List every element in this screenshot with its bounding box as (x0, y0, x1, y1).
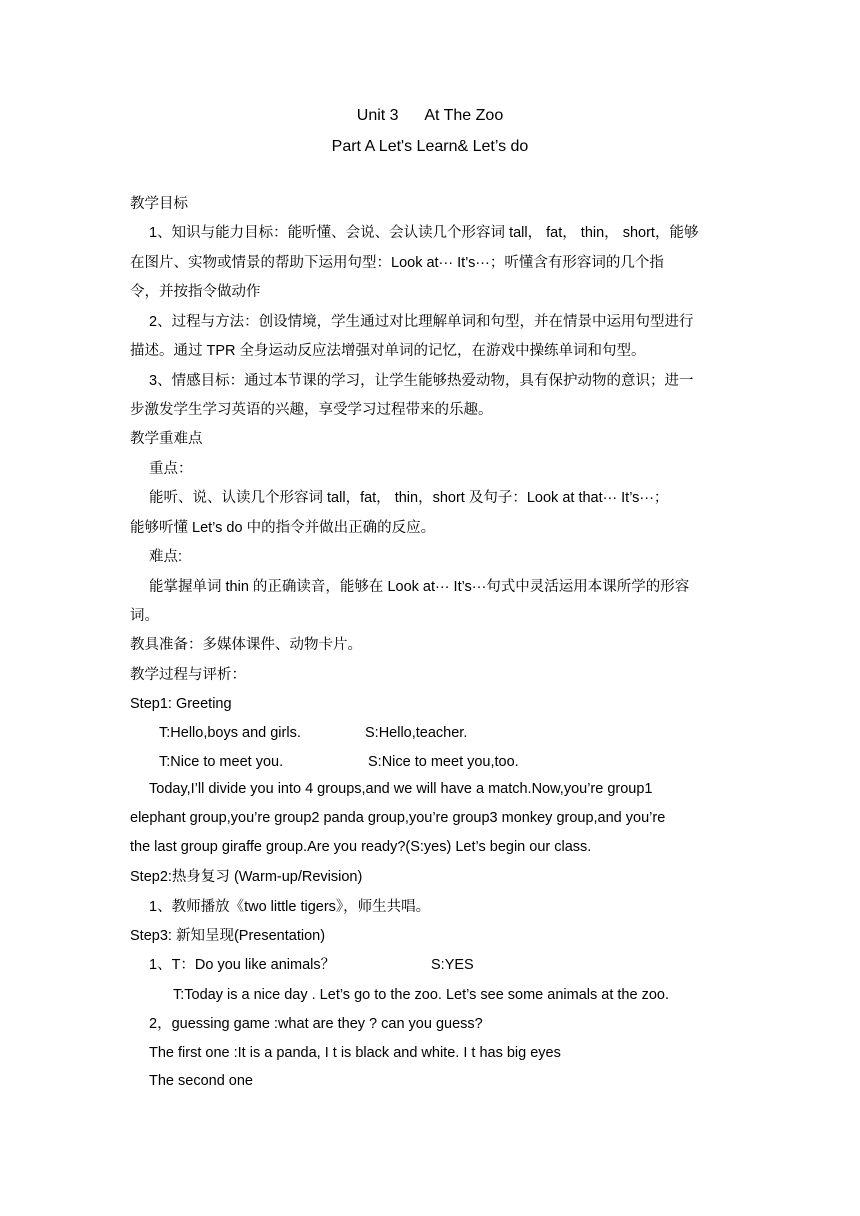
objective-1-line-2: 在图片、实物或情景的帮助下运用句型：Look at··· It’s···；听懂含有形容词的几个指 (130, 255, 664, 271)
step1-teacher-line-2: T:Nice to meet you. (159, 754, 284, 770)
step1-paragraph-line-3: the last group giraffe group.Are you ready?(S:yes) Let’s begin our class. (130, 839, 592, 855)
difficulty-line-2: 词。 (130, 608, 159, 624)
keypoint-line-2: 能够听懂 Let’s do 中的指令并做出正确的反应。 (130, 520, 436, 536)
step2-heading: Step2:热身复习 (Warm-up/Revision) (130, 869, 363, 885)
section-heading-objectives: 教学目标 (130, 196, 188, 212)
step3-heading: Step3: 新知呈现(Presentation) (130, 928, 326, 944)
doc-title-part: Part A Let's Learn& Let’s do (331, 138, 529, 155)
materials-line: 教具准备：多媒体课件、动物卡片。 (130, 637, 362, 653)
step1-student-line-2: S:Nice to meet you,too. (368, 754, 519, 770)
section-heading-process: 教学过程与评析： (130, 667, 246, 683)
step3-item-1-teacher: 1、T：Do you like animals？ (149, 957, 336, 973)
step1-paragraph-line-1: Today,I’ll divide you into 4 groups,and we will have a match.Now,you’re group1 (149, 781, 653, 797)
doc-title-unit: Unit 3 At The Zoo (356, 107, 504, 124)
objective-3-line-2: 步激发学生学习英语的兴趣，享受学习过程带来的乐趣。 (130, 402, 493, 418)
objective-3-line-1: 3、情感目标：通过本节课的学习，让学生能够热爱动物，具有保护动物的意识；进一 (149, 373, 694, 389)
step1-heading: Step1: Greeting (130, 696, 232, 712)
step1-student-line-1: S:Hello,teacher. (365, 725, 468, 741)
step3-first-one: The first one :It is a panda, I t is black and white. I t has big eyes (149, 1045, 561, 1061)
difficulty-label: 难点: (149, 549, 183, 565)
objective-2-line-1: 2、过程与方法：创设情境，学生通过对比理解单词和句型，并在情景中运用句型进行 (149, 314, 694, 330)
difficulty-line-1: 能掌握单词 thin 的正确读音，能够在 Look at··· It’s···句式中灵活运用本课所学的形容 (149, 579, 690, 595)
objective-2-line-2: 描述。通过 TPR 全身运动反应法增强对单词的记忆，在游戏中操练单词和句型。 (130, 343, 646, 359)
step3-item-1-student: S:YES (431, 957, 474, 973)
step3-second-one: The second one (149, 1073, 253, 1089)
section-heading-keypoints: 教学重难点 (130, 431, 203, 447)
step1-paragraph-line-2: elephant group,you’re group2 panda group,you’re group3 monkey group,and you’re (130, 810, 666, 826)
step1-teacher-line-1: T:Hello,boys and girls. (159, 725, 301, 741)
step3-item-1-line-2: T:Today is a nice day . Let’s go to the zoo. Let’s see some animals at the zoo. (173, 987, 669, 1003)
keypoint-label: 重点： (149, 461, 193, 477)
objective-1-line-3: 令，并按指令做动作 (130, 284, 261, 300)
objective-1-line-1: 1、知识与能力目标：能听懂、会说、会认读几个形容词 tall， fat， thin， short，能够 (149, 225, 699, 241)
step2-item-1: 1、教师播放《two little tigers》，师生共唱。 (149, 899, 431, 915)
step3-item-2: 2，guessing game :what are they ? can you guess? (149, 1016, 483, 1032)
keypoint-line-1: 能听、说、认读几个形容词 tall，fat， thin，short 及句子：Look at that··· It’s···； (149, 490, 669, 506)
